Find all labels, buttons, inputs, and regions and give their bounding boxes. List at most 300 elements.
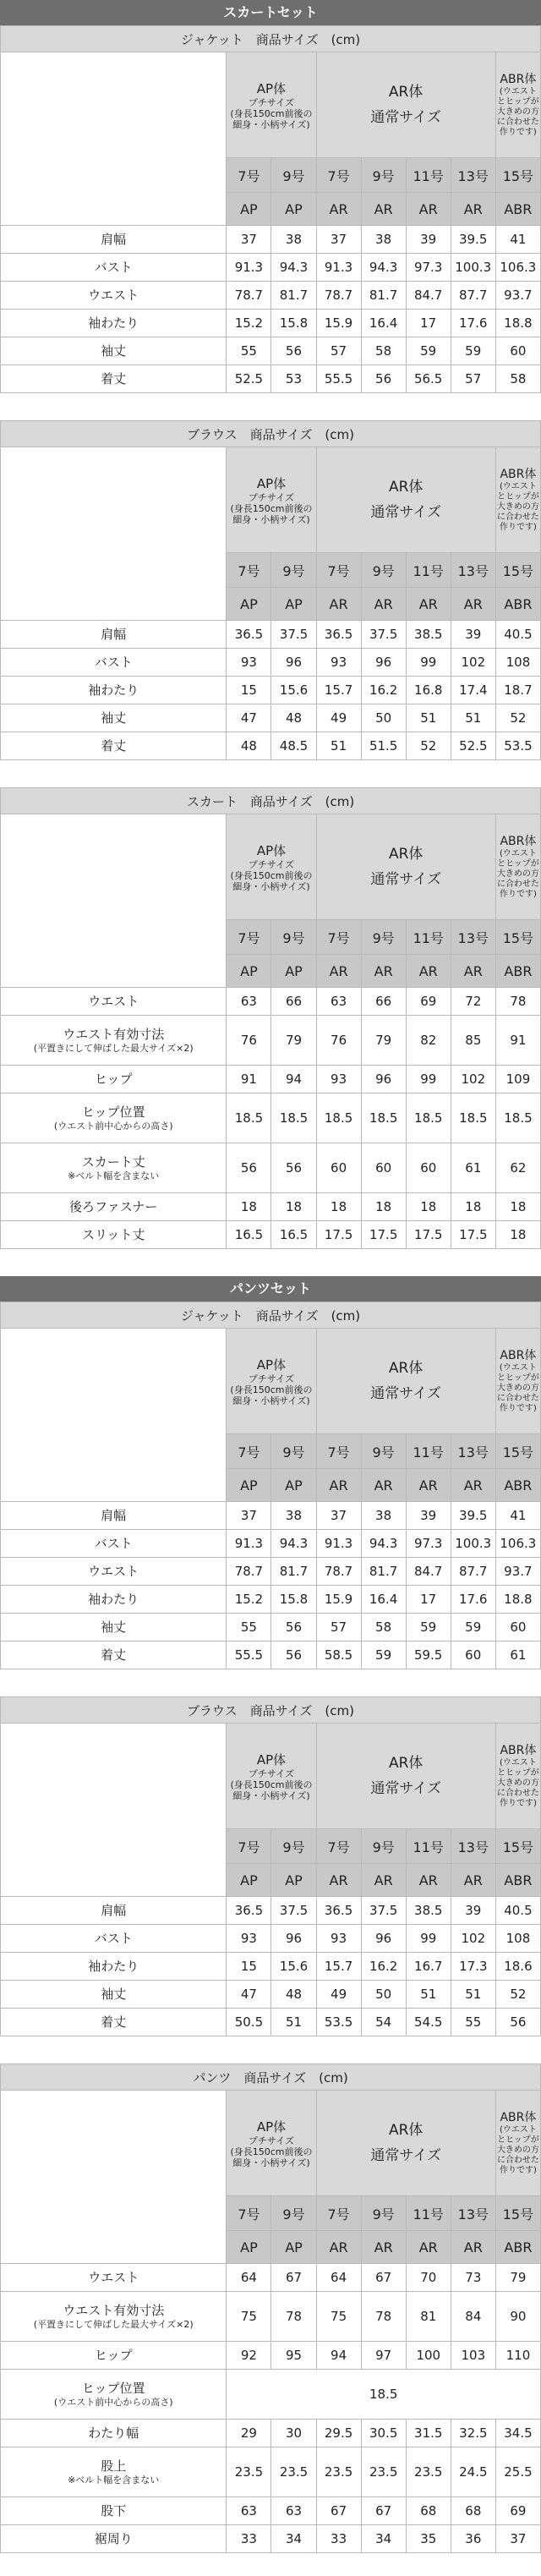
value-cell: 97.3 xyxy=(406,254,451,282)
row-label-note: ※ベルト幅を含まない xyxy=(68,2475,160,2486)
skirt-set-section xyxy=(0,0,541,1249)
value-cell: 64 xyxy=(227,2264,271,2292)
row-label-text: ウエスト xyxy=(88,1564,139,1579)
value-cell: 100 xyxy=(406,2342,451,2370)
value-cell: 91.3 xyxy=(316,254,361,282)
value-cell: 18.5 xyxy=(271,1093,316,1143)
header-text: に合わせた xyxy=(496,880,539,889)
value-cell: 31.5 xyxy=(406,2420,451,2447)
row-label-text: 肩幅 xyxy=(101,232,127,247)
row-label-text: ヒップ位置 xyxy=(81,2381,145,2396)
size-number-cell: 7号 xyxy=(227,1829,271,1864)
value-cell: 62 xyxy=(495,1143,540,1193)
value-cell: 34 xyxy=(271,2525,316,2553)
size-number-cell: 9号 xyxy=(361,2196,406,2231)
set-banner: スカートセット xyxy=(0,0,541,25)
body-type-cell: AR xyxy=(451,588,495,621)
value-cell: 37 xyxy=(495,2525,540,2553)
size-number-cell: 15号 xyxy=(495,920,540,955)
header-text: に合わせた xyxy=(496,2156,539,2165)
value-cell: 55 xyxy=(451,2009,495,2036)
header-text: 大きめの方 xyxy=(496,869,539,879)
value-cell: 52.5 xyxy=(451,732,495,760)
merged-value-cell: 18.5 xyxy=(227,2370,541,2420)
row-label xyxy=(1,1066,227,1093)
row-label xyxy=(1,282,227,310)
value-cell: 51.5 xyxy=(361,732,406,760)
value-cell: 59 xyxy=(406,337,451,365)
row-label xyxy=(1,732,227,760)
value-cell: 24.5 xyxy=(451,2447,495,2497)
value-cell: 36.5 xyxy=(316,621,361,649)
row-label xyxy=(1,1925,227,1953)
header-text: (身長150cm前後の xyxy=(230,502,313,514)
table-row xyxy=(1,226,541,254)
size-table xyxy=(0,25,541,393)
ap-header xyxy=(227,814,316,920)
value-cell: 94.3 xyxy=(361,254,406,282)
value-cell: 56 xyxy=(271,337,316,365)
size-number-cell: 7号 xyxy=(316,158,361,193)
size-number-cell: 7号 xyxy=(316,553,361,588)
value-cell: 15.9 xyxy=(316,1586,361,1614)
value-cell: 60 xyxy=(495,337,540,365)
row-label-text: ヒップ xyxy=(94,2348,133,2363)
value-cell: 32.5 xyxy=(451,2420,495,2447)
table-row xyxy=(1,1925,541,1953)
header-text: (ウエスト xyxy=(499,2125,537,2135)
value-cell: 58.5 xyxy=(316,1642,361,1669)
value-cell: 15.2 xyxy=(227,1586,271,1614)
header-text: とヒップが xyxy=(497,859,539,869)
row-label xyxy=(1,704,227,732)
header-text: 大きめの方 xyxy=(496,2146,539,2155)
row-label xyxy=(1,677,227,704)
table-title-row xyxy=(1,421,541,447)
row-label xyxy=(1,1221,227,1249)
value-cell: 56 xyxy=(495,2009,540,2036)
header-row xyxy=(1,447,541,553)
row-label-text: バスト xyxy=(94,1536,133,1551)
value-cell: 18.5 xyxy=(495,1093,540,1143)
row-label-note: (ウエスト前中心からの高さ) xyxy=(53,2397,173,2408)
value-cell: 52 xyxy=(495,1981,540,2009)
table-row xyxy=(1,1066,541,1093)
header-text: とヒップが xyxy=(497,1373,539,1383)
size-number-cell: 9号 xyxy=(271,2196,316,2231)
value-cell: 79 xyxy=(361,1016,406,1066)
value-cell: 66 xyxy=(271,988,316,1016)
value-cell: 97.3 xyxy=(406,1530,451,1558)
value-cell: 17.6 xyxy=(451,1586,495,1614)
value-cell: 41 xyxy=(495,226,540,254)
row-label xyxy=(1,2292,227,2342)
table-title-row xyxy=(1,2064,541,2091)
header-text: プチサイズ xyxy=(248,858,295,870)
ap-header xyxy=(227,447,316,553)
value-cell: 78 xyxy=(271,2292,316,2342)
value-cell: 18 xyxy=(316,1193,361,1221)
value-cell: 17 xyxy=(406,310,451,337)
header-text: 通常サイズ xyxy=(370,1385,441,1402)
value-cell: 47 xyxy=(227,1981,271,2009)
value-cell: 67 xyxy=(271,2264,316,2292)
value-cell: 49 xyxy=(316,1981,361,2009)
value-cell: 96 xyxy=(271,1925,316,1953)
value-cell: 94.3 xyxy=(361,1530,406,1558)
size-number-cell: 13号 xyxy=(451,1829,495,1864)
abr-header xyxy=(495,1329,540,1434)
value-cell: 51 xyxy=(451,704,495,732)
set-banner: パンツセット xyxy=(0,1276,541,1302)
header-text: AR体 xyxy=(388,1755,424,1772)
value-cell: 48 xyxy=(227,732,271,760)
size-number-cell: 9号 xyxy=(271,920,316,955)
row-label xyxy=(1,2525,227,2553)
row-label-text: 着丈 xyxy=(101,371,127,386)
value-cell: 76 xyxy=(227,1016,271,1066)
value-cell: 78.7 xyxy=(227,282,271,310)
value-cell: 18.5 xyxy=(316,1093,361,1143)
value-cell: 59.5 xyxy=(406,1642,451,1669)
value-cell: 55 xyxy=(227,337,271,365)
value-cell: 93 xyxy=(316,649,361,677)
value-cell: 15 xyxy=(227,1953,271,1981)
header-text: AR体 xyxy=(388,84,424,101)
value-cell: 48.5 xyxy=(271,732,316,760)
value-cell: 102 xyxy=(451,1925,495,1953)
value-cell: 23.5 xyxy=(227,2447,271,2497)
header-text: 細身・小柄サイズ) xyxy=(232,1789,310,1801)
value-cell: 16.4 xyxy=(361,310,406,337)
header-text: とヒップが xyxy=(497,97,539,107)
header-text: AP体 xyxy=(256,80,287,96)
value-cell: 106.3 xyxy=(495,254,540,282)
value-cell: 93.7 xyxy=(495,282,540,310)
value-cell: 68 xyxy=(451,2497,495,2525)
body-type-cell: ABR xyxy=(495,588,540,621)
abr-header xyxy=(495,447,540,553)
value-cell: 51 xyxy=(406,1981,451,2009)
value-cell: 94.3 xyxy=(271,254,316,282)
body-type-cell: AR xyxy=(406,2231,451,2264)
abr-header xyxy=(495,2091,540,2196)
value-cell: 55 xyxy=(227,1614,271,1642)
value-cell: 78.7 xyxy=(316,282,361,310)
value-cell: 16.8 xyxy=(406,677,451,704)
value-cell: 81.7 xyxy=(271,282,316,310)
header-text: ABR体 xyxy=(500,73,537,86)
value-cell: 82 xyxy=(406,1016,451,1066)
body-type-cell: AP xyxy=(227,588,271,621)
body-type-cell: AR xyxy=(316,955,361,988)
header-text: 作りです) xyxy=(499,1799,537,1808)
header-text: とヒップが xyxy=(497,1768,539,1778)
header-text: ABR体 xyxy=(500,1349,537,1362)
header-text: (身長150cm前後の xyxy=(230,1384,313,1395)
row-label xyxy=(1,1016,227,1066)
value-cell: 29.5 xyxy=(316,2420,361,2447)
value-cell: 52 xyxy=(495,704,540,732)
table-row xyxy=(1,2525,541,2553)
table-title-row xyxy=(1,26,541,52)
size-table xyxy=(0,2064,541,2553)
value-cell: 93 xyxy=(227,1925,271,1953)
value-cell: 56 xyxy=(271,1642,316,1669)
row-label-text: 股上 xyxy=(101,2458,127,2474)
row-label-text: スカート丈 xyxy=(81,1154,145,1170)
value-cell: 57 xyxy=(316,337,361,365)
size-number-cell: 9号 xyxy=(361,158,406,193)
abr-header xyxy=(495,814,540,920)
ap-header xyxy=(227,1329,316,1434)
value-cell: 109 xyxy=(495,1066,540,1093)
value-cell: 30.5 xyxy=(361,2420,406,2447)
value-cell: 91 xyxy=(495,1016,540,1066)
row-label xyxy=(1,2342,227,2370)
value-cell: 16.2 xyxy=(361,677,406,704)
size-number-cell: 15号 xyxy=(495,158,540,193)
row-label-text: 袖わたり xyxy=(88,682,139,698)
value-cell: 72 xyxy=(451,988,495,1016)
value-cell: 55.5 xyxy=(316,365,361,393)
value-cell: 23.5 xyxy=(406,2447,451,2497)
value-cell: 56 xyxy=(227,1143,271,1193)
value-cell: 60 xyxy=(361,1143,406,1193)
value-cell: 52 xyxy=(406,732,451,760)
body-type-cell: AR xyxy=(361,2231,406,2264)
value-cell: 38.5 xyxy=(406,1897,451,1925)
value-cell: 66 xyxy=(361,988,406,1016)
body-type-cell: AR xyxy=(361,193,406,226)
header-text: (ウエスト xyxy=(499,849,537,858)
size-number-cell: 15号 xyxy=(495,1434,540,1469)
value-cell: 18.8 xyxy=(495,310,540,337)
value-cell: 103 xyxy=(451,2342,495,2370)
size-number-cell: 9号 xyxy=(271,553,316,588)
value-cell: 17.5 xyxy=(361,1221,406,1249)
header-text: プチサイズ xyxy=(248,96,294,108)
size-number-cell: 9号 xyxy=(361,553,406,588)
value-cell: 60 xyxy=(495,1614,540,1642)
value-cell: 59 xyxy=(451,337,495,365)
header-text: (ウエスト xyxy=(499,482,537,491)
value-cell: 94 xyxy=(271,1066,316,1093)
value-cell: 70 xyxy=(406,2264,451,2292)
value-cell: 58 xyxy=(361,337,406,365)
value-cell: 78.7 xyxy=(316,1558,361,1586)
table-row xyxy=(1,988,541,1016)
size-number-cell: 15号 xyxy=(495,553,540,588)
table-row xyxy=(1,1193,541,1221)
row-label-text: 股下 xyxy=(101,2503,127,2518)
ar-header xyxy=(316,447,495,553)
ar-header xyxy=(316,814,495,920)
row-label-text: バスト xyxy=(94,260,133,275)
header-text: 通常サイズ xyxy=(370,2147,442,2164)
value-cell: 18.5 xyxy=(451,1093,495,1143)
header-text: (身長150cm前後の xyxy=(230,107,313,119)
header-text: に合わせた xyxy=(496,1789,539,1798)
value-cell: 39 xyxy=(451,621,495,649)
header-text: ABR体 xyxy=(500,1744,537,1757)
value-cell: 81.7 xyxy=(361,282,406,310)
size-number-cell: 11号 xyxy=(406,553,451,588)
body-type-cell: ABR xyxy=(495,955,540,988)
table-row xyxy=(1,1221,541,1249)
body-type-cell: AR xyxy=(316,193,361,226)
row-label-text: スリット丈 xyxy=(82,1227,145,1242)
row-label xyxy=(1,1530,227,1558)
size-number-cell: 11号 xyxy=(406,920,451,955)
value-cell: 54 xyxy=(361,2009,406,2036)
header-text: 細身・小柄サイズ) xyxy=(232,880,310,892)
row-label-text: 裾周り xyxy=(94,2531,133,2546)
value-cell: 94 xyxy=(316,2342,361,2370)
value-cell: 60 xyxy=(451,1642,495,1669)
body-type-cell: ABR xyxy=(495,193,540,226)
abr-header xyxy=(495,1724,540,1829)
value-cell: 38 xyxy=(271,1502,316,1530)
value-cell: 39 xyxy=(406,1502,451,1530)
row-label-text: 袖丈 xyxy=(101,1987,127,2002)
row-label-text: 肩幅 xyxy=(101,627,127,642)
size-number-cell: 11号 xyxy=(406,1829,451,1864)
row-label-text: ヒップ位置 xyxy=(81,1104,145,1120)
header-blank-cell xyxy=(1,2091,227,2264)
value-cell: 23.5 xyxy=(361,2447,406,2497)
row-label-text: 袖丈 xyxy=(101,710,127,726)
value-cell: 15.6 xyxy=(271,677,316,704)
value-cell: 50 xyxy=(361,1981,406,2009)
value-cell: 96 xyxy=(361,1925,406,1953)
header-text: に合わせた xyxy=(496,512,539,522)
value-cell: 37.5 xyxy=(271,621,316,649)
value-cell: 108 xyxy=(495,649,540,677)
table-row xyxy=(1,2264,541,2292)
value-cell: 85 xyxy=(451,1016,495,1066)
body-type-cell: AR xyxy=(406,955,451,988)
body-type-cell: AR xyxy=(451,1864,495,1897)
value-cell: 78.7 xyxy=(227,1558,271,1586)
header-text: ABR体 xyxy=(500,835,537,848)
value-cell: 36.5 xyxy=(227,1897,271,1925)
value-cell: 33 xyxy=(227,2525,271,2553)
header-row xyxy=(1,1329,541,1434)
table-row xyxy=(1,2370,541,2420)
value-cell: 18 xyxy=(495,1221,540,1249)
size-number-cell: 9号 xyxy=(271,1829,316,1864)
value-cell: 61 xyxy=(495,1642,540,1669)
value-cell: 93 xyxy=(227,649,271,677)
table-row xyxy=(1,2447,541,2497)
value-cell: 34.5 xyxy=(495,2420,540,2447)
header-text: 細身・小柄サイズ) xyxy=(232,513,310,525)
size-number-cell: 7号 xyxy=(316,920,361,955)
row-label-text: ウエスト有効寸法 xyxy=(63,1027,165,1042)
row-label xyxy=(1,2009,227,2036)
row-label xyxy=(1,1897,227,1925)
value-cell: 18.6 xyxy=(495,1953,540,1981)
header-text: プチサイズ xyxy=(248,2135,295,2146)
row-label xyxy=(1,1143,227,1193)
value-cell: 18 xyxy=(495,1193,540,1221)
value-cell: 17 xyxy=(406,1586,451,1614)
value-cell: 64 xyxy=(316,2264,361,2292)
table-row xyxy=(1,649,541,677)
value-cell: 17.3 xyxy=(451,1953,495,1981)
value-cell: 93.7 xyxy=(495,1558,540,1586)
header-text: 通常サイズ xyxy=(370,109,441,126)
row-label-text: 袖わたり xyxy=(88,1959,139,1974)
value-cell: 84.7 xyxy=(406,1558,451,1586)
value-cell: 76 xyxy=(316,1016,361,1066)
value-cell: 96 xyxy=(361,649,406,677)
table-row xyxy=(1,1502,541,1530)
header-row xyxy=(1,814,541,920)
table-row xyxy=(1,2420,541,2447)
value-cell: 60 xyxy=(406,1143,451,1193)
row-label-text: 袖わたり xyxy=(88,1592,139,1607)
body-type-cell: AP xyxy=(271,955,316,988)
row-label xyxy=(1,1614,227,1642)
body-type-cell: AP xyxy=(227,2231,271,2264)
value-cell: 91.3 xyxy=(227,254,271,282)
row-label-text: 袖丈 xyxy=(101,1620,127,1635)
value-cell: 37 xyxy=(227,1502,271,1530)
value-cell: 93 xyxy=(316,1066,361,1093)
row-label xyxy=(1,2497,227,2525)
body-type-cell: AP xyxy=(271,2231,316,2264)
value-cell: 18 xyxy=(361,1193,406,1221)
value-cell: 58 xyxy=(495,365,540,393)
size-number-cell: 13号 xyxy=(451,920,495,955)
value-cell: 110 xyxy=(495,2342,540,2370)
value-cell: 59 xyxy=(361,1642,406,1669)
size-number-cell: 9号 xyxy=(271,158,316,193)
value-cell: 18.7 xyxy=(495,677,540,704)
value-cell: 15.2 xyxy=(227,310,271,337)
header-row xyxy=(1,1724,541,1829)
table-row xyxy=(1,621,541,649)
table-row xyxy=(1,365,541,393)
value-cell: 60 xyxy=(316,1143,361,1193)
row-label xyxy=(1,1981,227,2009)
size-number-cell: 7号 xyxy=(227,553,271,588)
value-cell: 15.7 xyxy=(316,677,361,704)
table-row xyxy=(1,732,541,760)
value-cell: 18.8 xyxy=(495,1586,540,1614)
value-cell: 38 xyxy=(361,226,406,254)
value-cell: 51 xyxy=(451,1981,495,2009)
row-label xyxy=(1,1502,227,1530)
value-cell: 36.5 xyxy=(316,1897,361,1925)
size-number-cell: 11号 xyxy=(406,1434,451,1469)
value-cell: 37.5 xyxy=(361,621,406,649)
row-label xyxy=(1,226,227,254)
header-text: AP体 xyxy=(256,475,287,491)
body-type-cell: AP xyxy=(271,588,316,621)
value-cell: 81.7 xyxy=(361,1558,406,1586)
value-cell: 50 xyxy=(361,704,406,732)
value-cell: 51 xyxy=(316,732,361,760)
row-label-note: (平置きにして伸ばした最大サイズ×2) xyxy=(33,2319,194,2330)
body-type-cell: AR xyxy=(361,1864,406,1897)
body-type-cell: AR xyxy=(451,1469,495,1502)
table-spacer xyxy=(0,393,541,420)
value-cell: 99 xyxy=(406,1925,451,1953)
body-type-cell: AR xyxy=(316,1469,361,1502)
